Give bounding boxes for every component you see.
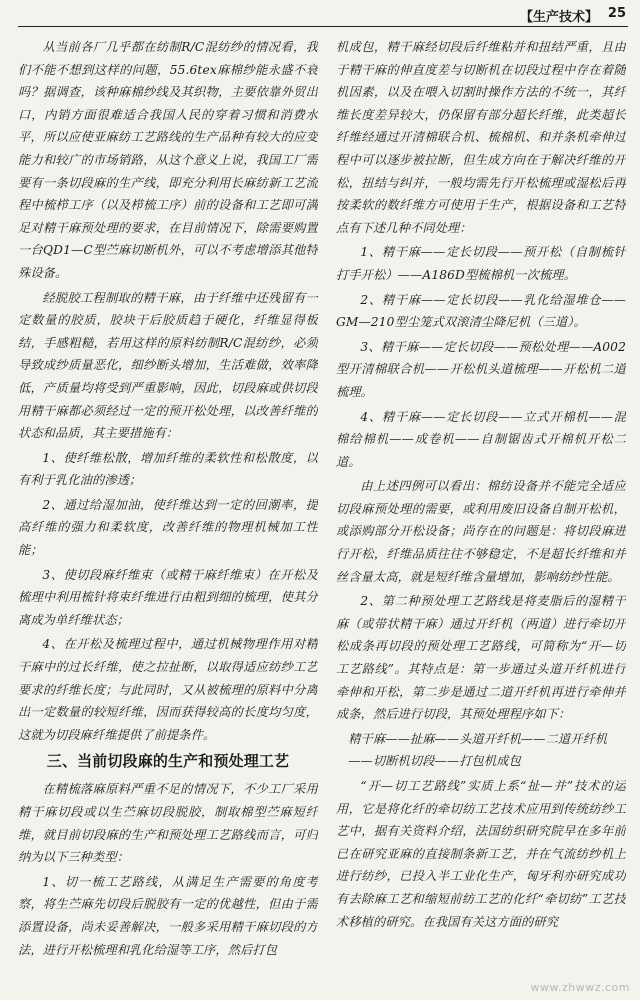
watermark: www.zhwwz.com xyxy=(530,981,630,994)
list-item: 3、使切段麻纤维束（或精干麻纤维束）在开松及梳理中利用梳针将束纤维进行由粗到细的梳理，使其分离成为单纤维状态； xyxy=(18,567,318,627)
list-item: 2、精干麻——定长切段——乳化给湿堆仓——GM—210型尘笼式双滚清尘降尼机（三道）。 xyxy=(336,292,626,330)
paragraph: 从当前各厂几乎都在纺制R/C混纺纱的情况看，我们不能不想到这样的问题，55.6tex麻棉纱能永盛不衰吗？据调查，该种麻棉纱线及其织物，主要依靠外贸出口，内销方面很难适合我国人民的穿着习惯和消费水平，所以应使亚麻纺工艺路线的生产品种有较大的应变能力和较广的市场销路，从这个意义上说，我国工厂需要有一条切段麻的生产线，即充分利用长麻纺新工艺流程中梳栉工序（以及栉梳工序）前的设备和工艺即可满足对精干麻预处理的要求，在目前情况下，除需要购置一台QD1—C型苎麻切断机外，可以不考虑增添其他特殊设备。 xyxy=(18,40,318,280)
paragraph: “开—切工艺路线”实质上系“扯—并”技术的运用，它是将化纤的牵切纺工艺技术应用到传统纺纱工艺中，据有关资料介绍，法国纺织研究院早在多年前已在研究亚麻的直接制条新工艺，并在气流纺纱机上进行纺纱，已投入半工业化生产，匈牙利亦研究成功有去除麻工艺和缩短前纺工艺的化纤“牵切纺”工艺技术移植的研究。在我国有关这方面的研究 xyxy=(336,779,626,929)
header-rule xyxy=(18,26,628,27)
list-item: 3、精干麻——定长切段——预松处理——A002型开清棉联合机——开松机头道梳理——开松机二道梳理。 xyxy=(336,339,626,399)
page-header xyxy=(0,0,640,28)
list-item: 2、通过给湿加油，使纤维达到一定的回潮率，提高纤维的强力和柔软度，改善纤维的物理机械加工性能； xyxy=(18,497,318,558)
paragraph: 经脱胶工程制取的精干麻，由于纤维中还残留有一定数量的胶质，胶块干后胶质趋于硬化，纤维显得板结，手感粗糙，若用这样的原料纺制R/C混纺纱，必须导致成纱质量恶化，细纱断头增加，生活难做，效率降低，产质量均将受到严重影响，因此，切段麻或供切段用精干麻都必须经过一定的预开松处理，以改善纤维的状态和品质，其主要措施有： xyxy=(18,290,318,441)
list-item: 1、使纤维松散，增加纤维的柔软性和松散度，以有利于乳化油的渗透； xyxy=(18,450,318,488)
page-number: 25 xyxy=(607,6,626,21)
list-item: 1、切一梳工艺路线，从满足生产需要的角度考察，将生苎麻先切段后脱胶有一定的优越性，但由于需添置设备，尚未妥善解决，一般多采用精干麻切段的方法，进行开松梳理和乳化给湿等工序，然后打包 xyxy=(18,874,318,957)
list-item: 4、在开松及梳理过程中，通过机械物理作用对精干麻中的过长纤维，使之拉扯断，以取得适应纺纱工艺要求的纤维长度；与此同时，又从被梳理的原料中分离出一定数量的较短纤维，因而获得较高的长度均匀度，这就为切段麻纤维提供了前提条件。 xyxy=(18,637,318,742)
section-label: 【生产技术】 xyxy=(519,10,598,25)
paragraph: 2、第二种预处理工艺路线是将麦脂后的湿精干麻（或带状精干麻）通过开纤机（两道）进行牵切开松成条再切段的预处理工艺路线，可简称为“开—切工艺路线”。其特点是：第一步通过头道开纤机进行牵伸和开松，第二步是通过二道开纤机再进行牵伸并成条，然后进行切段，其预处理程序如下： xyxy=(336,594,626,722)
right-column xyxy=(336,36,626,986)
left-column xyxy=(18,36,318,986)
section-heading: 三、当前切段麻的生产和预处理工艺 xyxy=(46,752,290,771)
list-item: 1、精干麻——定长切段——预开松（自制梳针打手开松）——A186D型梳棉机一次梳理。 xyxy=(336,245,626,282)
paragraph: 机成包，精干麻经切段后纤维粘并和扭结严重，且由于精干麻的伸直度差与切断机在切段过程中存在着随机因素，以及在喂入切割时操作方法的不统一，其纤维长度差异较大，仍保留有部分超长纤维，此类超长纤维经通过开清棉联合机、梳棉机、和并条机牵伸过程中可以逐步被拉断，但生成方向在于解决纤维的开松，扭结与纠并，一般均需先行开松梳理或湿松后再按柔软的数纤维方可使用于生产，根据设备和工艺特点有下述几种不同处理： xyxy=(336,40,626,235)
paragraph: 在精梳落麻原料严重不足的情况下，不少工厂采用精干麻切段或以生苎麻切段脱胶，制取棉型苎麻短纤维，就目前切段麻的生产和预处理工艺路线而言，可归纳为以下三种类型： xyxy=(18,782,318,865)
list-item: 4、精干麻——定长切段——立式开棉机——混棉给棉机——成卷机——自制锯齿式开棉机开松二道。 xyxy=(336,409,626,469)
paragraph: 由上述四例可以看出：棉纺设备并不能完全适应切段麻预处理的需要，或利用废旧设备自制开松机，或添购部分开松设备；尚存在的问题是：将切段麻进行开松，纤维品质往往不够稳定，不是超长纤维和并丝含量太高，就是短纤维含量增加，影响纺纱性能。 xyxy=(336,479,626,584)
process-flow: 精干麻——扯麻——头道开纤机——二道开纤机——切断机切段——打包机成包 xyxy=(348,731,608,769)
